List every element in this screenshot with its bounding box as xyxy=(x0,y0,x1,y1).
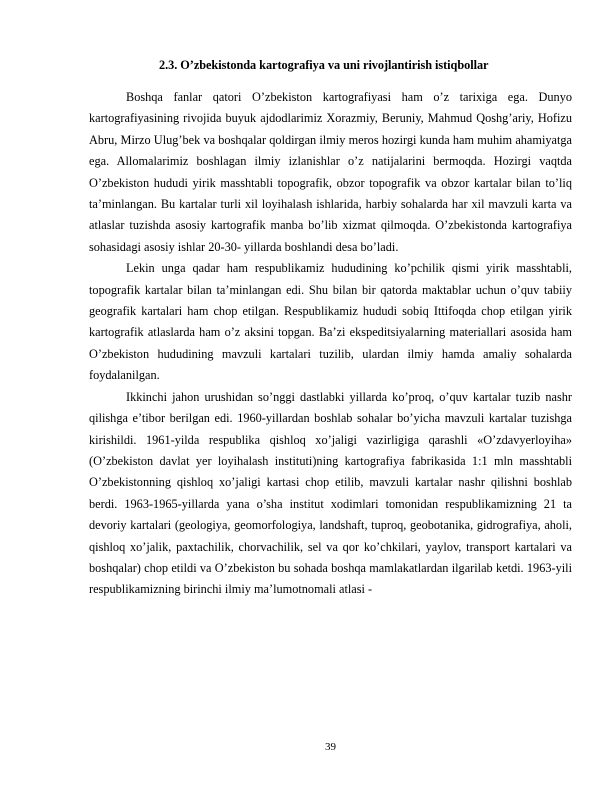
section-heading: 2.3. O’zbekistonda kartografiya va uni rivojlantirish istiqbollar xyxy=(159,58,489,72)
page-number: 39 xyxy=(325,741,336,753)
document-page xyxy=(89,0,572,792)
paragraph-early-maps: Lekin unga qadar ham respublikamiz hududining ko’pchilik qismi yirik masshtabli, topografik kartalar bilan ta’minlangan edi. Shu bilan bir qatorda maktablar uchun o’quv tabiiy geografik kartalari ham chop etilgan. Respublikamiz hududi sobiq Ittifoqda chop etilgan yirik kartografik atlaslarda ham o’z aksini topgan. Ba’zi ekspeditsiyalarning materiallari asosida ham O’zbekiston hududining mavzuli kartalari tuzilib, ulardan ilmiy hamda amaliy sohalarda foydalanilgan. xyxy=(89,261,572,383)
paragraph-postwar: Ikkinchi jahon urushidan so’nggi dastlabki yillarda ko’proq, o’quv kartalar tuzib nashr qilishga e’tibor berilgan edi. 1960-yillardan boshlab sohalar bo’yicha mavzuli kartalar tuzishga kirishildi. 1961-yilda respublika qishloq xo’jaligi vazirligiga qarashli «O’zdavyerloyiha» (O’zbekiston davlat yer loyihalash instituti)ning kartografiya fabrikasida 1:1 mln masshtabli O’zbekistonning qishloq xo’jaligi kartasi chop etilib, mavzuli kartalar nashr qilishni boshlab berdi. 1963-1965-yillarda yana o’sha institut xodimlari tomonidan respublikamizning 21 ta devoriy kartalari (geologiya, geomorfologiya, landshaft, tuproq, geobotanika, gidrografiya, aholi, qishloq xo’jalik, paxtachilik, chorvachilik, sel va qor ko’chkilari, yaylov, transport kartalari va boshqalar) chop etildi va O’zbekiston bu sohada boshqa mamlakatlardan ilgarilab ketdi. 1963-yili respublikamizning birinchi ilmiy ma’lumotnomali atlasi - xyxy=(89,389,572,597)
paragraph-history: Boshqa fanlar qatori O’zbekiston kartografiyasi ham o’z tarixiga ega. Dunyo kartografiyasining rivojida buyuk ajdodlarimiz Xorazmiy, Beruniy, Mahmud Qoshg’ariy, Hofizu Abru, Mirzo Ulug’bek va boshqalar qoldirgan ilmiy meros hozirgi kunda ham muhim ahamiyatga ega. Allomalarimiz boshlagan ilmiy izlanishlar o’z natijalarini bermoqda. Hozirgi vaqtda O’zbekiston hududi yirik masshtabli topografik, obzor topografik va obzor kartalar bilan to’liq ta’minlangan. Bu kartalar turli xil loyihalash ishlarida, harbiy sohalarda har xil mavzuli karta va atlaslar tuzishda asosiy kartografik manba bo’lib xizmat qilmoqda. O’zbekistonda kartografiya sohasidagi asosiy ishlar 20-30- yillarda boshlandi desa bo’ladi. xyxy=(89,90,572,254)
body-text xyxy=(89,87,572,601)
